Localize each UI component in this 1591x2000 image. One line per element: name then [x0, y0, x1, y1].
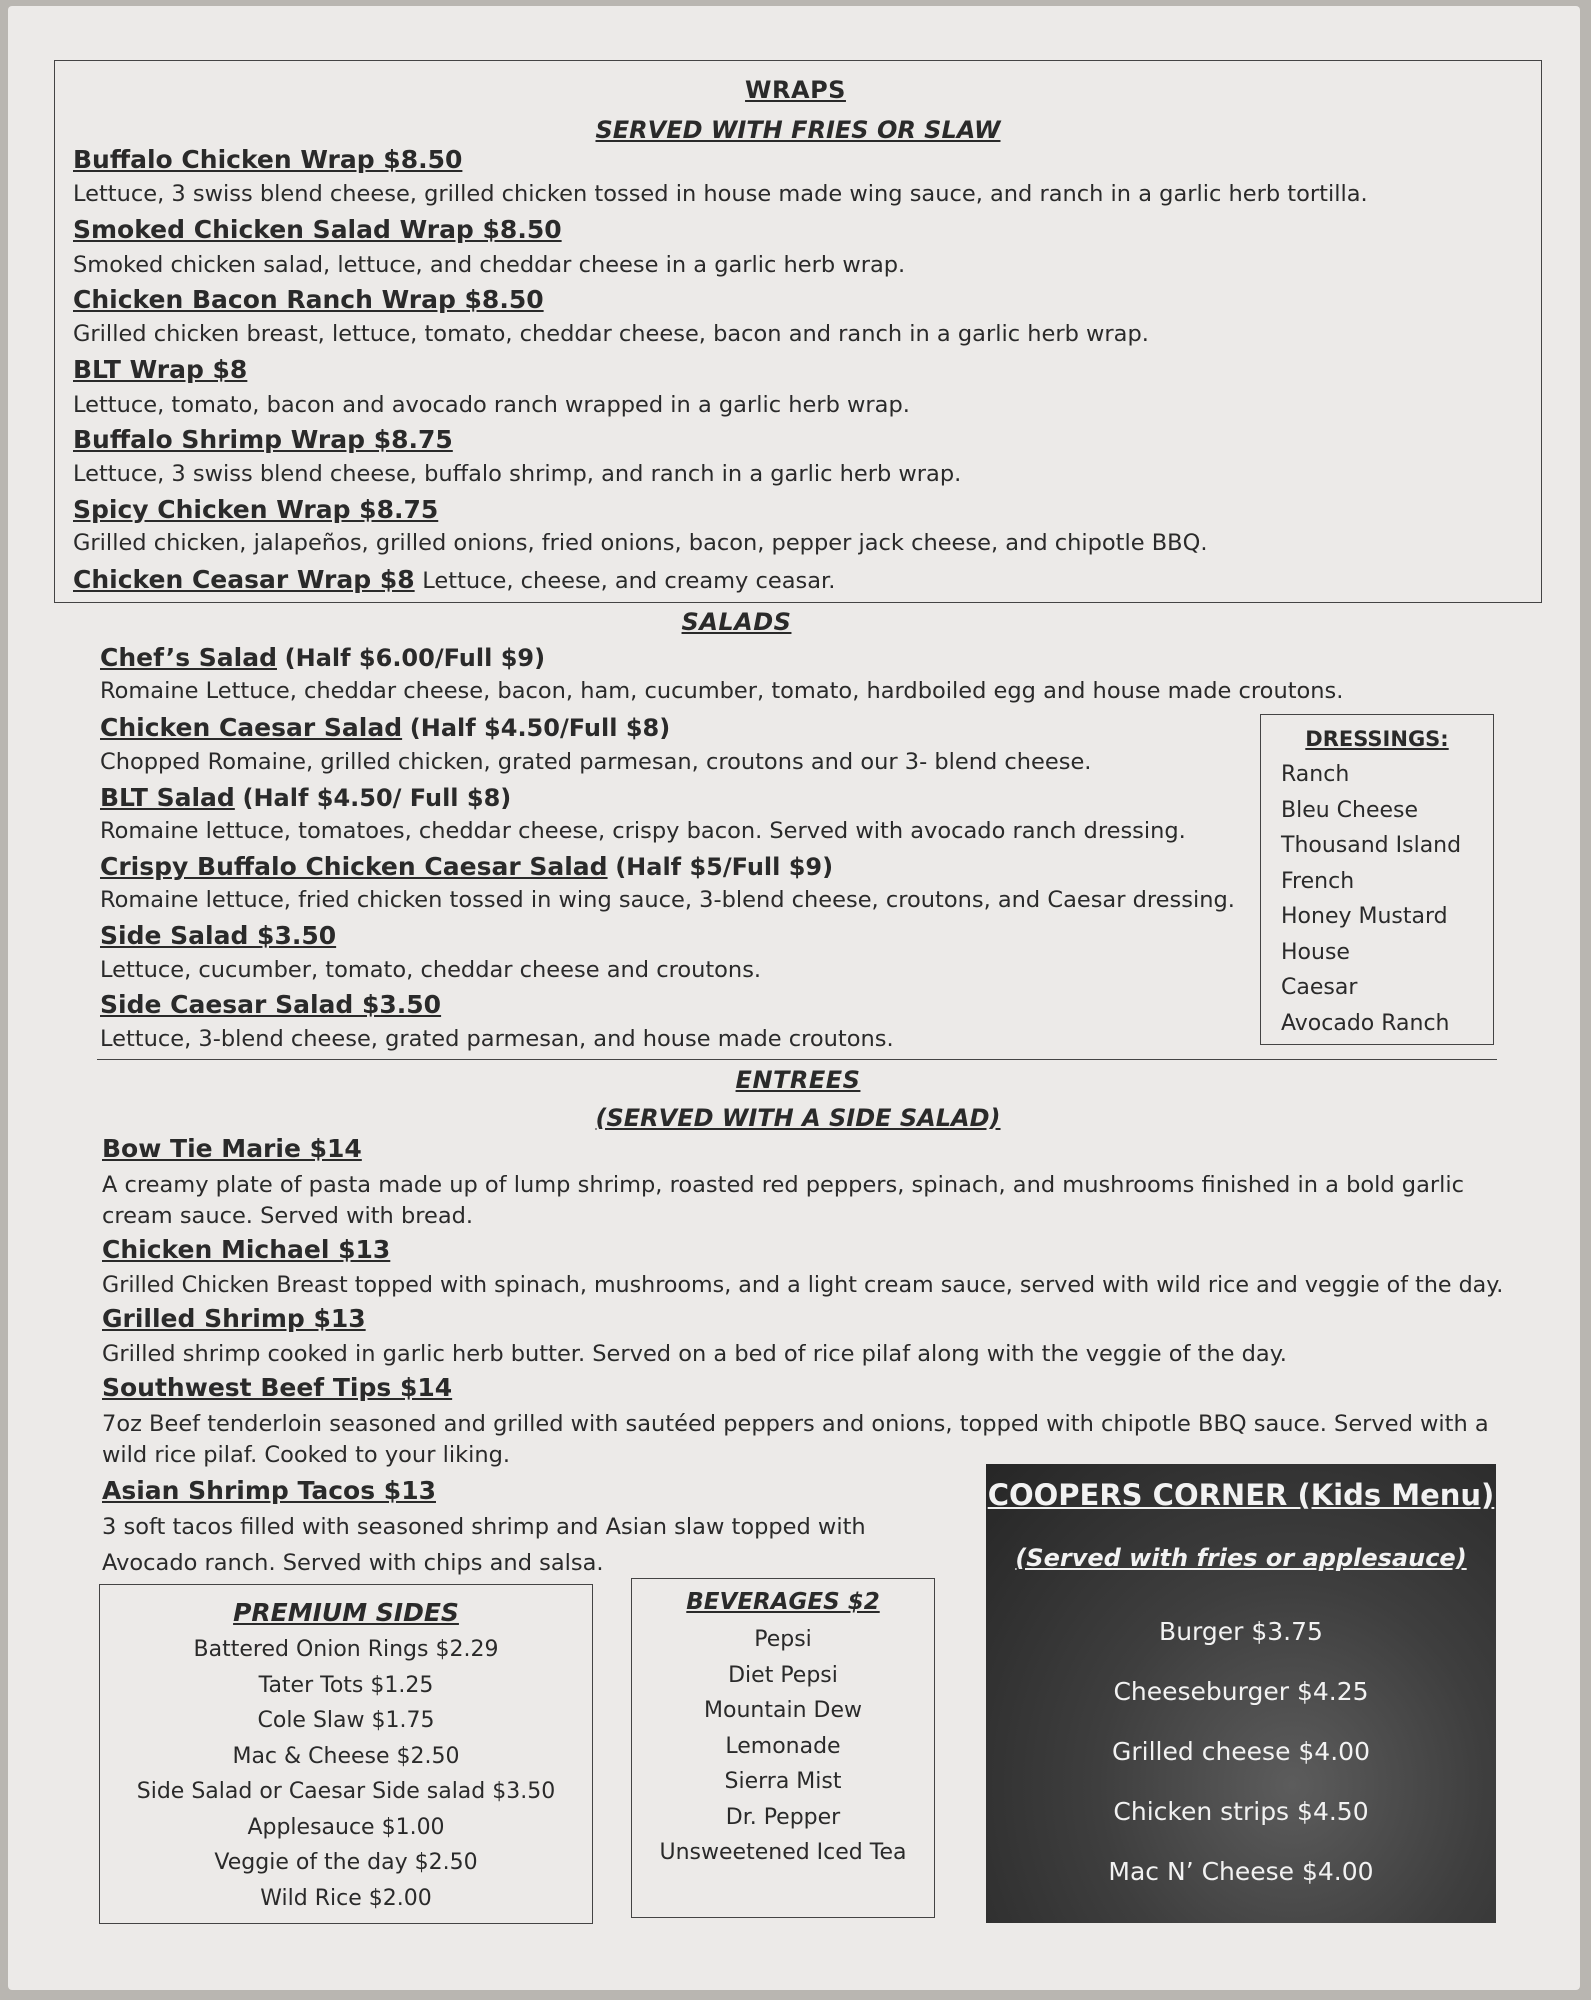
- wrap-item-desc: Lettuce, cheese, and creamy ceasar.: [422, 568, 836, 594]
- beverage-item: Pepsi: [754, 1627, 812, 1652]
- dressing-item: Bleu Cheese: [1281, 797, 1419, 823]
- entree-item-desc-continued: Avocado ranch. Served with chips and salsa.: [102, 1550, 604, 1576]
- salad-item-name: Chef’s Salad: [100, 643, 277, 672]
- beverage-item: Lemonade: [725, 1733, 841, 1759]
- wrap-item-name: BLT Wrap $8: [73, 355, 248, 384]
- salad-item-heading: [100, 852, 833, 881]
- kids-menu-item: Grilled cheese $4.00: [1112, 1737, 1370, 1766]
- entree-item-desc: 7oz Beef tenderloin seasoned and grilled with sautéed peppers and onions, topped with chipotle BBQ sauce. Served with a: [102, 1411, 1489, 1437]
- premium-side-item: Cole Slaw $1.75: [257, 1708, 435, 1733]
- salad-item-price: (Half $5/Full $9): [615, 853, 834, 881]
- wrap-item-name: Buffalo Shrimp Wrap $8.75: [73, 425, 453, 454]
- beverage-item: Diet Pepsi: [728, 1662, 838, 1688]
- wrap-item-desc: Lettuce, tomato, bacon and avocado ranch wrapped in a garlic herb wrap.: [73, 392, 910, 418]
- dressing-item: Avocado Ranch: [1281, 1010, 1450, 1036]
- salad-item-price: (Half $4.50/Full $8): [409, 714, 671, 742]
- entree-item-name: Grilled Shrimp $13: [102, 1304, 366, 1333]
- entree-item-name: Asian Shrimp Tacos $13: [102, 1476, 436, 1505]
- dressing-item: Caesar: [1281, 975, 1358, 1000]
- premium-side-item: Tater Tots $1.25: [258, 1672, 434, 1698]
- kids-menu-title: COOPERS CORNER (Kids Menu): [987, 1478, 1495, 1512]
- entree-item-name: Chicken Michael $13: [102, 1235, 391, 1264]
- salad-item-name: Chicken Caesar Salad: [100, 713, 403, 742]
- dressings-title: DRESSINGS:: [1305, 727, 1449, 751]
- premium-sides-list: [99, 1632, 593, 1916]
- premium-side-item: Side Salad or Caesar Side salad $3.50: [136, 1779, 556, 1804]
- salad-item-name: Side Caesar Salad $3.50: [100, 990, 442, 1019]
- kids-menu-item: Burger $3.75: [1159, 1617, 1323, 1646]
- entree-item-name: Southwest Beef Tips $14: [102, 1373, 453, 1402]
- beverage-item: Mountain Dew: [704, 1698, 862, 1723]
- entree-item-desc-continued: wild rice pilaf. Cooked to your liking.: [102, 1442, 511, 1468]
- salad-item-price: (Half $4.50/ Full $8): [242, 784, 512, 812]
- wrap-item-desc: Grilled chicken breast, lettuce, tomato, cheddar cheese, bacon and ranch in a garlic herb wrap.: [73, 321, 1149, 347]
- kids-menu-item: Mac N’ Cheese $4.00: [1108, 1857, 1374, 1886]
- wrap-item-desc: Grilled chicken, jalapeños, grilled onions, fried onions, bacon, pepper jack cheese, and chipotle BBQ.: [73, 530, 1208, 556]
- salad-item-heading: [100, 921, 336, 950]
- wrap-item-name: Buffalo Chicken Wrap $8.50: [73, 145, 463, 174]
- salad-item-price: (Half $6.00/Full $9): [284, 644, 546, 672]
- wrap-item-name: Spicy Chicken Wrap $8.75: [73, 495, 439, 524]
- premium-side-item: Battered Onion Rings $2.29: [193, 1637, 499, 1662]
- salad-item-desc: Romaine lettuce, fried chicken tossed in wing sauce, 3-blend cheese, croutons, and Caesar dressing.: [100, 887, 1235, 913]
- wraps-title: WRAPS: [745, 76, 846, 104]
- entrees-title: ENTREES: [735, 1066, 861, 1094]
- wrap-item-desc: Smoked chicken salad, lettuce, and cheddar cheese in a garlic herb wrap.: [73, 252, 906, 278]
- entree-item-desc: Grilled Chicken Breast topped with spinach, mushrooms, and a light cream sauce, served with wild rice and veggie of the day.: [102, 1272, 1504, 1298]
- entree-item-desc: Grilled shrimp cooked in garlic herb butter. Served on a bed of rice pilaf along with the veggie of the day.: [102, 1341, 1287, 1367]
- wraps-subtitle: SERVED WITH FRIES OR SLAW: [595, 116, 1001, 144]
- entree-item-desc-continued: cream sauce. Served with bread.: [102, 1203, 474, 1229]
- salad-item-heading: [100, 783, 511, 812]
- kids-menu-item: Cheeseburger $4.25: [1113, 1677, 1369, 1706]
- kids-menu-list: [986, 1602, 1496, 1902]
- salad-item-name: BLT Salad: [100, 783, 235, 812]
- dressing-item: French: [1281, 868, 1355, 894]
- beverage-item: Sierra Mist: [724, 1769, 842, 1794]
- premium-side-item: Mac & Cheese $2.50: [232, 1743, 460, 1769]
- dressings-list: [1281, 757, 1461, 1041]
- beverages-list: [631, 1622, 935, 1871]
- salad-item-heading: [100, 643, 545, 672]
- premium-side-item: Veggie of the day $2.50: [214, 1850, 478, 1875]
- salad-item-desc: Lettuce, 3-blend cheese, grated parmesan, and house made croutons.: [100, 1026, 894, 1052]
- salad-item-desc: Lettuce, cucumber, tomato, cheddar cheese and croutons.: [100, 957, 762, 983]
- salad-item-desc: Romaine lettuce, tomatoes, cheddar cheese, crispy bacon. Served with avocado ranch dressing.: [100, 818, 1186, 844]
- premium-side-item: Wild Rice $2.00: [260, 1885, 432, 1911]
- salad-item-name: Crispy Buffalo Chicken Caesar Salad: [100, 852, 608, 881]
- wrap-item-name: Chicken Bacon Ranch Wrap $8.50: [73, 285, 544, 314]
- beverages-title: BEVERAGES $2: [686, 1589, 880, 1615]
- salad-item-heading: [100, 713, 670, 742]
- salad-item-desc: Chopped Romaine, grilled chicken, grated parmesan, croutons and our 3- blend cheese.: [100, 749, 1092, 775]
- salad-item-heading: [100, 990, 441, 1019]
- entrees-subtitle: (SERVED WITH A SIDE SALAD): [595, 1104, 1001, 1132]
- dressing-item: Ranch: [1281, 762, 1350, 787]
- dressing-item: Honey Mustard: [1281, 904, 1448, 929]
- salads-title: SALADS: [681, 608, 792, 636]
- wrap-item-row: [73, 565, 835, 594]
- dressing-item: Thousand Island: [1281, 833, 1462, 858]
- entree-item-desc: A creamy plate of pasta made up of lump shrimp, roasted red peppers, spinach, and mushrooms finished in a bold garlic: [102, 1172, 1464, 1198]
- dressing-item: House: [1281, 939, 1350, 965]
- kids-menu-item: Chicken strips $4.50: [1113, 1797, 1369, 1826]
- beverage-item: Unsweetened Iced Tea: [659, 1840, 907, 1865]
- wrap-item-name: Chicken Ceasar Wrap $8: [73, 565, 415, 594]
- kids-menu-box: [986, 1464, 1496, 1923]
- beverage-item: Dr. Pepper: [725, 1804, 841, 1830]
- salad-item-desc: Romaine Lettuce, cheddar cheese, bacon, ham, cucumber, tomato, hardboiled egg and house made croutons.: [100, 678, 1344, 704]
- wrap-item-name: Smoked Chicken Salad Wrap $8.50: [73, 215, 562, 244]
- entree-item-name: Bow Tie Marie $14: [102, 1134, 362, 1163]
- premium-side-item: Applesauce $1.00: [247, 1814, 445, 1840]
- wrap-item-desc: Lettuce, 3 swiss blend cheese, buffalo shrimp, and ranch in a garlic herb wrap.: [73, 461, 962, 487]
- wrap-item-desc: Lettuce, 3 swiss blend cheese, grilled chicken tossed in house made wing sauce, and ranch in a garlic herb tortilla.: [73, 181, 1368, 207]
- premium-sides-title: PREMIUM SIDES: [233, 1598, 459, 1627]
- entree-item-desc: 3 soft tacos filled with seasoned shrimp and Asian slaw topped with: [102, 1514, 866, 1540]
- kids-menu-subtitle: (Served with fries or applesauce): [1015, 1544, 1467, 1572]
- salads-divider: [97, 1059, 1497, 1060]
- salad-item-name: Side Salad $3.50: [100, 921, 337, 950]
